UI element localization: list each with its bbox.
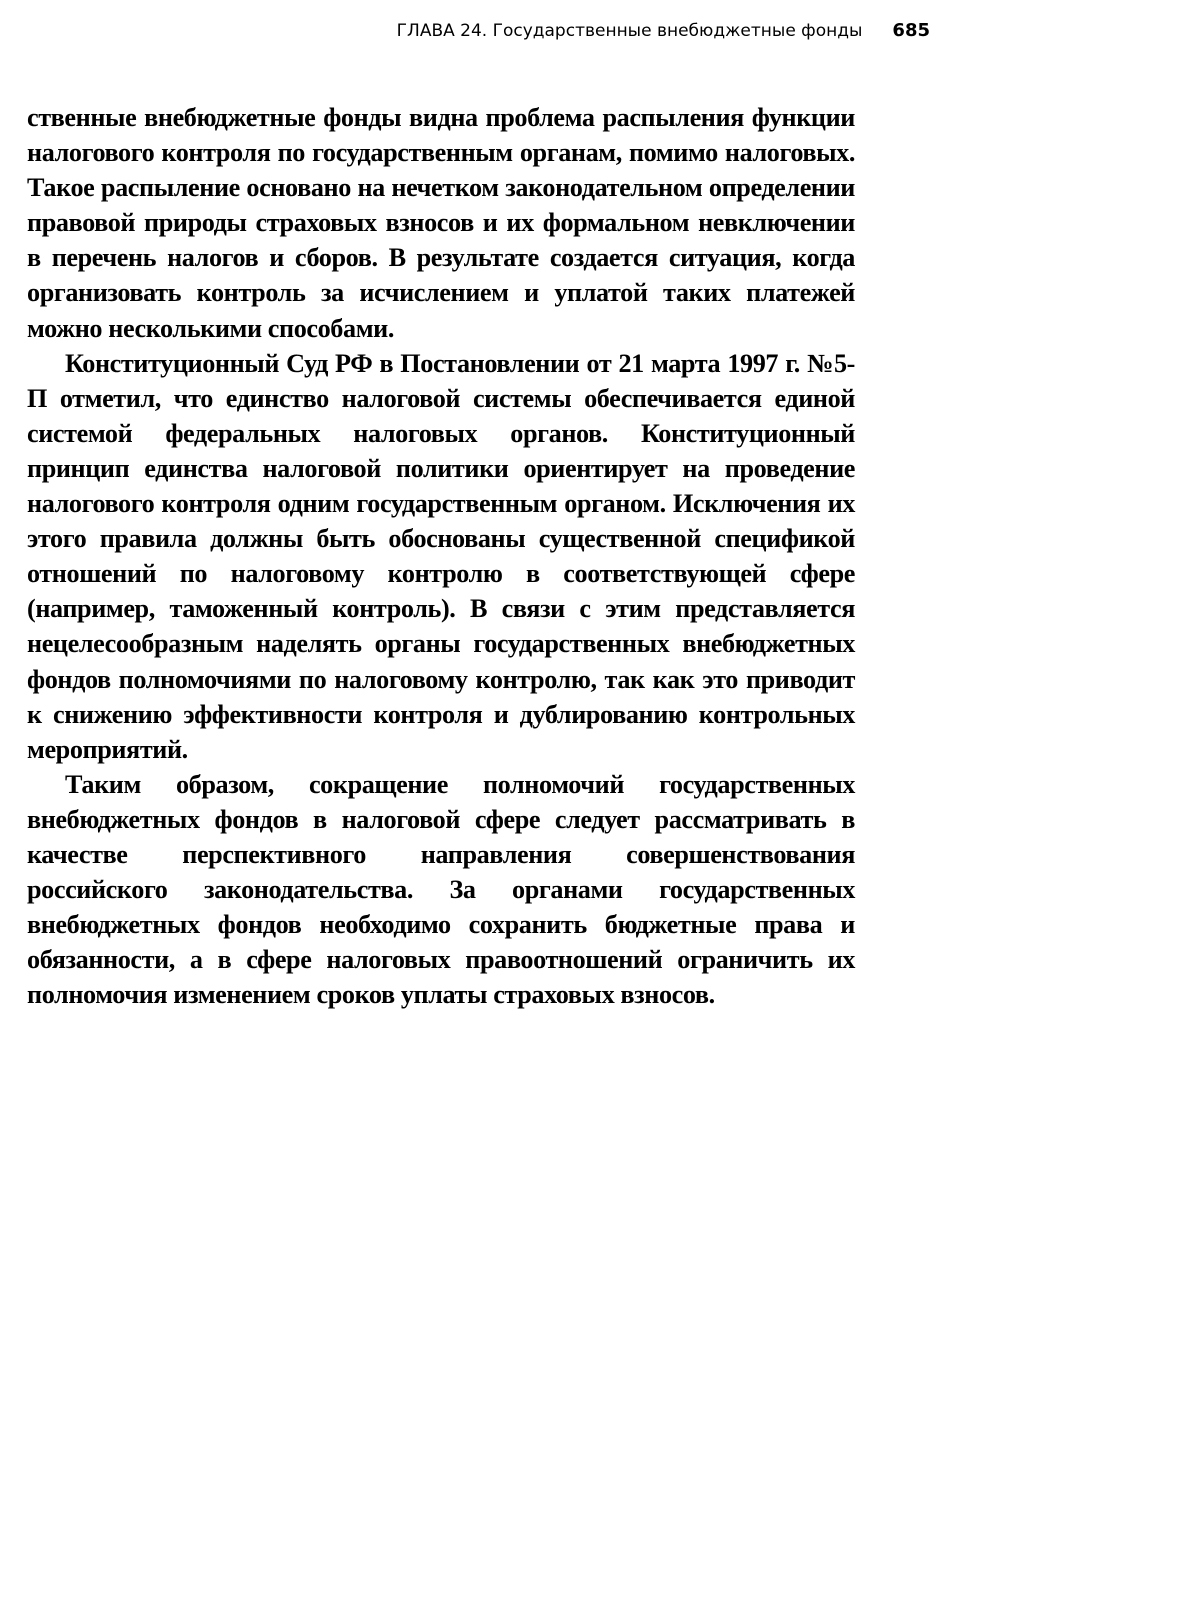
paragraph: Таким образом, сокращение полномочий государственных внебюджетных фондов в налоговой сфере следует рассматривать в качестве перспективного направления совершенствования российского законодательства. За органами государственных внебюджетных фондов необходимо сохранить бюджетные права и обязанности, а в сфере налоговых правоотношений ограничить их полномочия изменением сроков уплаты страховых взносов. bbox=[27, 769, 855, 1010]
page-number: 685 bbox=[892, 20, 930, 41]
body-text bbox=[27, 100, 855, 1012]
page-header bbox=[0, 20, 930, 46]
paragraph: ственные внебюджетные фонды видна проблема распыления функции налогового контроля по государственным органам, помимо налоговых. Такое распыление основано на нечетком законодательном определении правовой природы страховых взносов и их формальном невключении в перечень налогов и сборов. В результате создается ситуация, когда организовать контроль за исчислением и уплатой таких платежей можно несколькими способами. bbox=[27, 103, 855, 343]
running-head: ГЛАВА 24. Государственные внебюджетные фонды bbox=[396, 21, 863, 41]
paragraph: Конституционный Суд РФ в Постановлении от 21 марта 1997 г. №5-П отметил, что единство налоговой системы обеспечивается единой системой федеральных налоговых органов. Конституционный принцип единства налоговой политики ориентирует на проведение налогового контроля одним государственным органом. Исключения их этого правила должны быть обоснованы существенной спецификой отношений по налоговому контролю в соответствующей сфере (например, таможенный контроль). В связи с этим представляется нецелесообразным наделять органы государственных внебюджетных фондов полномочиями по налоговому контролю, так как это приводит к снижению эффективности контроля и дублированию контрольных мероприятий. bbox=[27, 348, 855, 764]
